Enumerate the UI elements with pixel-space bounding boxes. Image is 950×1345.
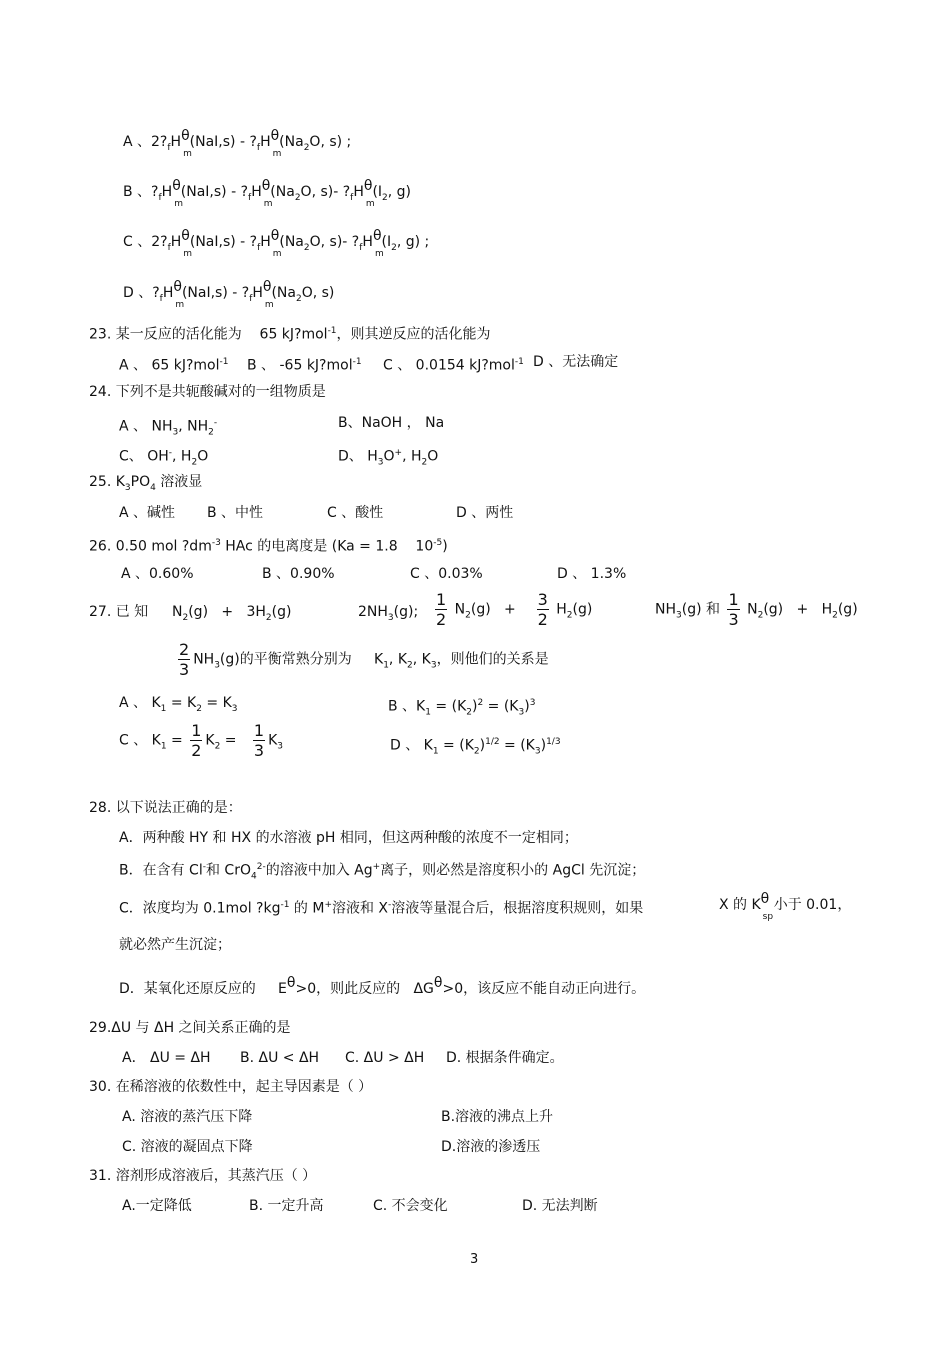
theta-sp-symbol: θ sp xyxy=(760,891,774,922)
q27-label: 27. 已 知 xyxy=(89,604,149,620)
q23-stem: 23. 某一反应的活化能为 65 kJ?mol$^{-1}$，则其逆反应的活化能为 xyxy=(89,326,491,343)
fraction-two-thirds: $\frac{2}{3}$ xyxy=(179,640,190,679)
page-number: 3 xyxy=(470,1252,479,1267)
q31-option-a: A.一定降低 xyxy=(122,1198,192,1214)
q30-option-d: D.溶液的渗透压 xyxy=(441,1139,541,1155)
theta-m-symbol: θ m xyxy=(261,178,273,209)
fraction-three-halves: $\frac{3}{2}$ xyxy=(537,590,548,629)
fraction-half: $\frac{1}{2}$ xyxy=(191,721,202,760)
q22-option-c: C 、$2?_fH\theta$ m $(NaI,s) - ?_fH\theta$ m ($Na_2O$, s)- $?_fH\theta$ m ($I_2$, g) ; xyxy=(123,228,430,259)
theta-m-symbol: θ m xyxy=(270,128,282,159)
q26-option-b: B 、0.90% xyxy=(262,566,335,582)
q27-reaction-1-right: $2NH_3(g)$; xyxy=(358,604,419,623)
q23-option-b: B 、 -65 kJ?mol$^{-1}$ xyxy=(247,357,362,374)
q29-option-b: B. ΔU < ΔH xyxy=(240,1050,320,1066)
q29-stem: 29.ΔU 与 ΔH 之间关系正确的是 xyxy=(89,1020,291,1036)
q27-option-b: B 、$K_1 = (K_2)^2 = (K_3)^3$ xyxy=(388,698,536,718)
theta-m-symbol: θ m xyxy=(181,128,192,159)
q29-option-d: D. 根据条件确定。 xyxy=(446,1050,564,1066)
q27-line-2: $\frac{2}{3}$ $NH_3(g)$的平衡常熟分别为 $K_1$, $K_2$, $K_3$，则他们的关系是 xyxy=(179,640,549,679)
q28-option-c: C．浓度均为 0.1mol $?kg^{-1}$ 的 M+溶液和 X-溶液等量混合后，根据溶度积规则，如果 xyxy=(119,900,644,917)
theta-m-symbol: θ m xyxy=(181,228,193,259)
q25-option-d: D 、两性 xyxy=(456,505,514,521)
fraction-one-third: $\frac{1}{3}$ xyxy=(253,721,265,760)
q22-option-b: B 、$?_fH\theta$ m $(NaI,s) - ?_fH\theta$ m ($Na_2O$, s)- $?_fH\theta$ m ($I_2$, g) xyxy=(123,178,412,209)
q31-option-c: C. 不会变化 xyxy=(373,1198,448,1214)
q27-reaction-1-left: $N_2(g)$ + $3H_2(g)$ xyxy=(172,604,292,623)
q31-option-b: B. 一定升高 xyxy=(249,1198,324,1214)
theta-m-symbol: θ m xyxy=(172,178,183,209)
q27-option-c: C 、 $K_1$ = $\frac{1}{2}$ $K_2$ = $\frac{1}{3}$ $K_3$ xyxy=(119,721,283,760)
q26-stem: 26. 0.50 mol $?dm^{-3}$ HAc 的电离度是 (Ka = 1.8 $10^{-5}$) xyxy=(89,538,448,555)
q24-option-c: C、 OH-, $H_2O$ xyxy=(119,448,209,468)
theta-symbol: θ xyxy=(286,975,296,991)
theta-m-symbol: θ m xyxy=(173,279,185,310)
q30-stem: 30. 在稀溶液的依数性中，起主导因素是（ ） xyxy=(89,1079,373,1095)
q29-option-a: A． ΔU = ΔH xyxy=(122,1050,211,1066)
q28-option-d: D．某氧化还原反应的 Eθ>0，则此反应的 ΔGθ>0，该反应不能自动正向进行。 xyxy=(119,975,646,997)
q23-option-a: A 、 65 kJ?mol$^{-1}$ xyxy=(119,357,229,374)
q28-option-c-ksp: X 的 Kθ sp 小于 0.01， xyxy=(719,891,852,922)
q28-stem: 28. 以下说法正确的是： xyxy=(89,800,242,816)
q28-option-c-continued: 就必然产生沉淀； xyxy=(119,937,231,953)
q28-option-b: B．在含有 Cl-和 CrO$_4^{2-}$的溶液中加入 Ag+离子，则必然是溶度积小的 AgCl 先沉淀； xyxy=(119,862,646,882)
q24-option-d: D、 $H_3O^+$, $H_2O$ xyxy=(338,448,439,468)
fraction-half: $\frac{1}{2}$ xyxy=(436,590,447,629)
q23-option-d: D 、无法确定 xyxy=(533,354,619,370)
q24-option-a: A 、 $NH_3$, $NH_2^-$ xyxy=(119,418,218,438)
q27-reaction-3-left: $NH_3(g)$ 和 $\frac{1}{3}$ $N_2(g)$ + $H_2(g)$ xyxy=(655,590,858,629)
q30-option-a: A. 溶液的蒸汽压下降 xyxy=(122,1109,253,1125)
q25-stem: 25. $K_3PO_4$ 溶液显 xyxy=(89,474,203,493)
q30-option-b: B.溶液的沸点上升 xyxy=(441,1109,554,1125)
q22-option-d: D 、$?_fH\theta$ m $(NaI,s) - ?_fH\theta$ m ($Na_2O$, s) xyxy=(123,279,335,310)
fraction-one-third: $\frac{1}{3}$ xyxy=(728,590,739,629)
q26-option-a: A 、0.60% xyxy=(121,566,194,582)
q30-option-c: C. 溶液的凝固点下降 xyxy=(122,1139,253,1155)
q26-option-c: C 、0.03% xyxy=(410,566,483,582)
q31-option-d: D. 无法判断 xyxy=(522,1198,598,1214)
q23-option-c: C 、 0.0154 kJ?mol$^{-1}$ xyxy=(383,357,524,374)
q31-stem: 31. 溶剂形成溶液后，其蒸汽压（ ） xyxy=(89,1168,317,1184)
q28-option-a: A．两种酸 HY 和 HX 的水溶液 pH 相同，但这两种酸的浓度不一定相同； xyxy=(119,830,578,846)
q29-option-c: C. ΔU > ΔH xyxy=(345,1050,425,1066)
q25-option-a: A 、碱性 xyxy=(119,505,176,521)
theta-symbol: θ xyxy=(433,975,443,991)
q27-reaction-2-left: $\frac{1}{2}$ $N_2(g)$ + $\frac{3}{2}$ $H_2(g)$ xyxy=(436,590,593,629)
q25-option-c: C 、酸性 xyxy=(327,505,384,521)
q24-option-b: B、NaOH ， Na xyxy=(338,415,445,431)
theta-m-symbol: θ m xyxy=(262,279,274,310)
theta-m-symbol: θ m xyxy=(270,228,282,259)
q27-option-d: D 、 $K_1 = (K_2)^{1/2} = (K_3)^{1/3}$ xyxy=(390,737,561,757)
q26-option-d: D 、 1.3% xyxy=(557,566,627,582)
theta-m-symbol: θ m xyxy=(372,228,384,259)
q22-option-a: A 、$2?_fH\theta$ m $(NaI,s) - ?_fH\theta$ m ($Na_2O$, s) ; xyxy=(123,128,352,159)
theta-m-symbol: θ m xyxy=(363,178,375,209)
q24-stem: 24. 下列不是共轭酸碱对的一组物质是 xyxy=(89,384,326,400)
q25-option-b: B 、中性 xyxy=(207,505,264,521)
q27-option-a: A 、 $K_1 = K_2 = K_3$ xyxy=(119,695,238,714)
